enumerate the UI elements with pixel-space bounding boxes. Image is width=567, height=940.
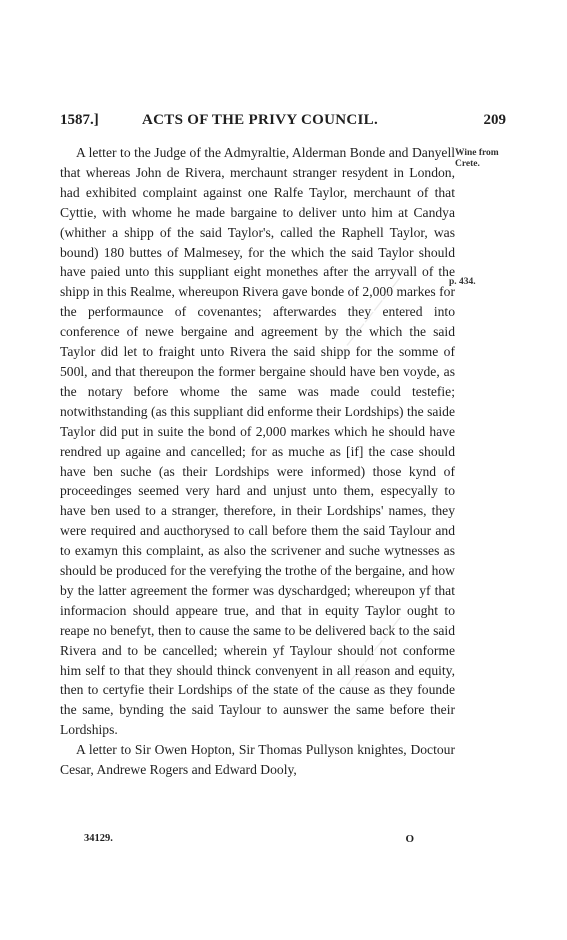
header-year: 1587.] xyxy=(60,112,99,128)
page-number: 209 xyxy=(483,112,506,128)
print-number: 34129. xyxy=(84,833,113,844)
paragraph-letter-hopton: A letter to Sir Owen Hopton, Sir Thomas Pullyson knightes, Doctour Cesar, Andrewe Rogers and Edward Dooly, xyxy=(60,742,455,778)
page-footer xyxy=(84,833,414,849)
paragraph-letter-admiralty: A letter to the Judge of the Admyraltie, Alderman Bonde and Danyell that whereas John de Rivera, merchaunt stranger resydent in London, had exhibited complaint against one Ralfe Taylor, merchaunt of that Cyttie, with whome he made bargaine to deliver unto him at Candya (whither a shipp of the said Taylor's, called the Raphell Taylor, was bound) 180 buttes of Malmesey, for the which the said Taylor should have paied unto this suppliant eight monethes after the arryvall of the shipp in this Realme, whereupon Rivera gave bonde of 2,000 markes for the performaunce of covenantes; afterwardes they entered into conference of newe bergaine and agreement by the which the said Taylor did let to fraight unto Rivera the said shipp for the somme of 500l, and that thereupon the former bergaine should have ben voyde, as the notary before whome the same was made could testefie; notwithstanding (as this suppliant did enforme their Lordships) the saide Taylor did put in suite the bond of 2,000 markes which he should have rendred up againe and cancelled; for as muche as [if] the case should have ben suche (as their Lordships were informed) those kynd of proceedinges seemed very hard and unjust unto them, especyally to have ben used to a stranger, therefore, in their Lordships' names, they were required and aucthorysed to call before them the said Taylour and to examyn this complaint, as also the scrivener and suche wytnesses as should be produced for the verefying the trothe of the bergaine, and how by the latter agreement the former was dyschardged; whereupon yf that informacion should appeare true, and that in equity Taylor ought to reape no benefyt, then to cause the same to be delivered back to the said Rivera and to be cancelled; wherein yf Taylour should not conforme him self to that they should thinck convenyent in all reason and equity, then to certyfie their Lordships of the state of the cause as they founde the same, bynding the said Taylour to aunswer the same before their Lordships. xyxy=(60,145,455,738)
margin-note-topic: Wine from Crete. xyxy=(455,148,499,169)
signature-mark: O xyxy=(405,833,414,845)
running-header xyxy=(60,112,506,134)
watermark-top-right: ────── xyxy=(338,269,410,352)
header-title: ACTS OF THE PRIVY COUNCIL. xyxy=(142,112,379,128)
margin-note-page-ref: p. 434. xyxy=(449,277,476,287)
page-body xyxy=(60,143,455,780)
watermark-bottom-right: ────── xyxy=(338,609,410,692)
